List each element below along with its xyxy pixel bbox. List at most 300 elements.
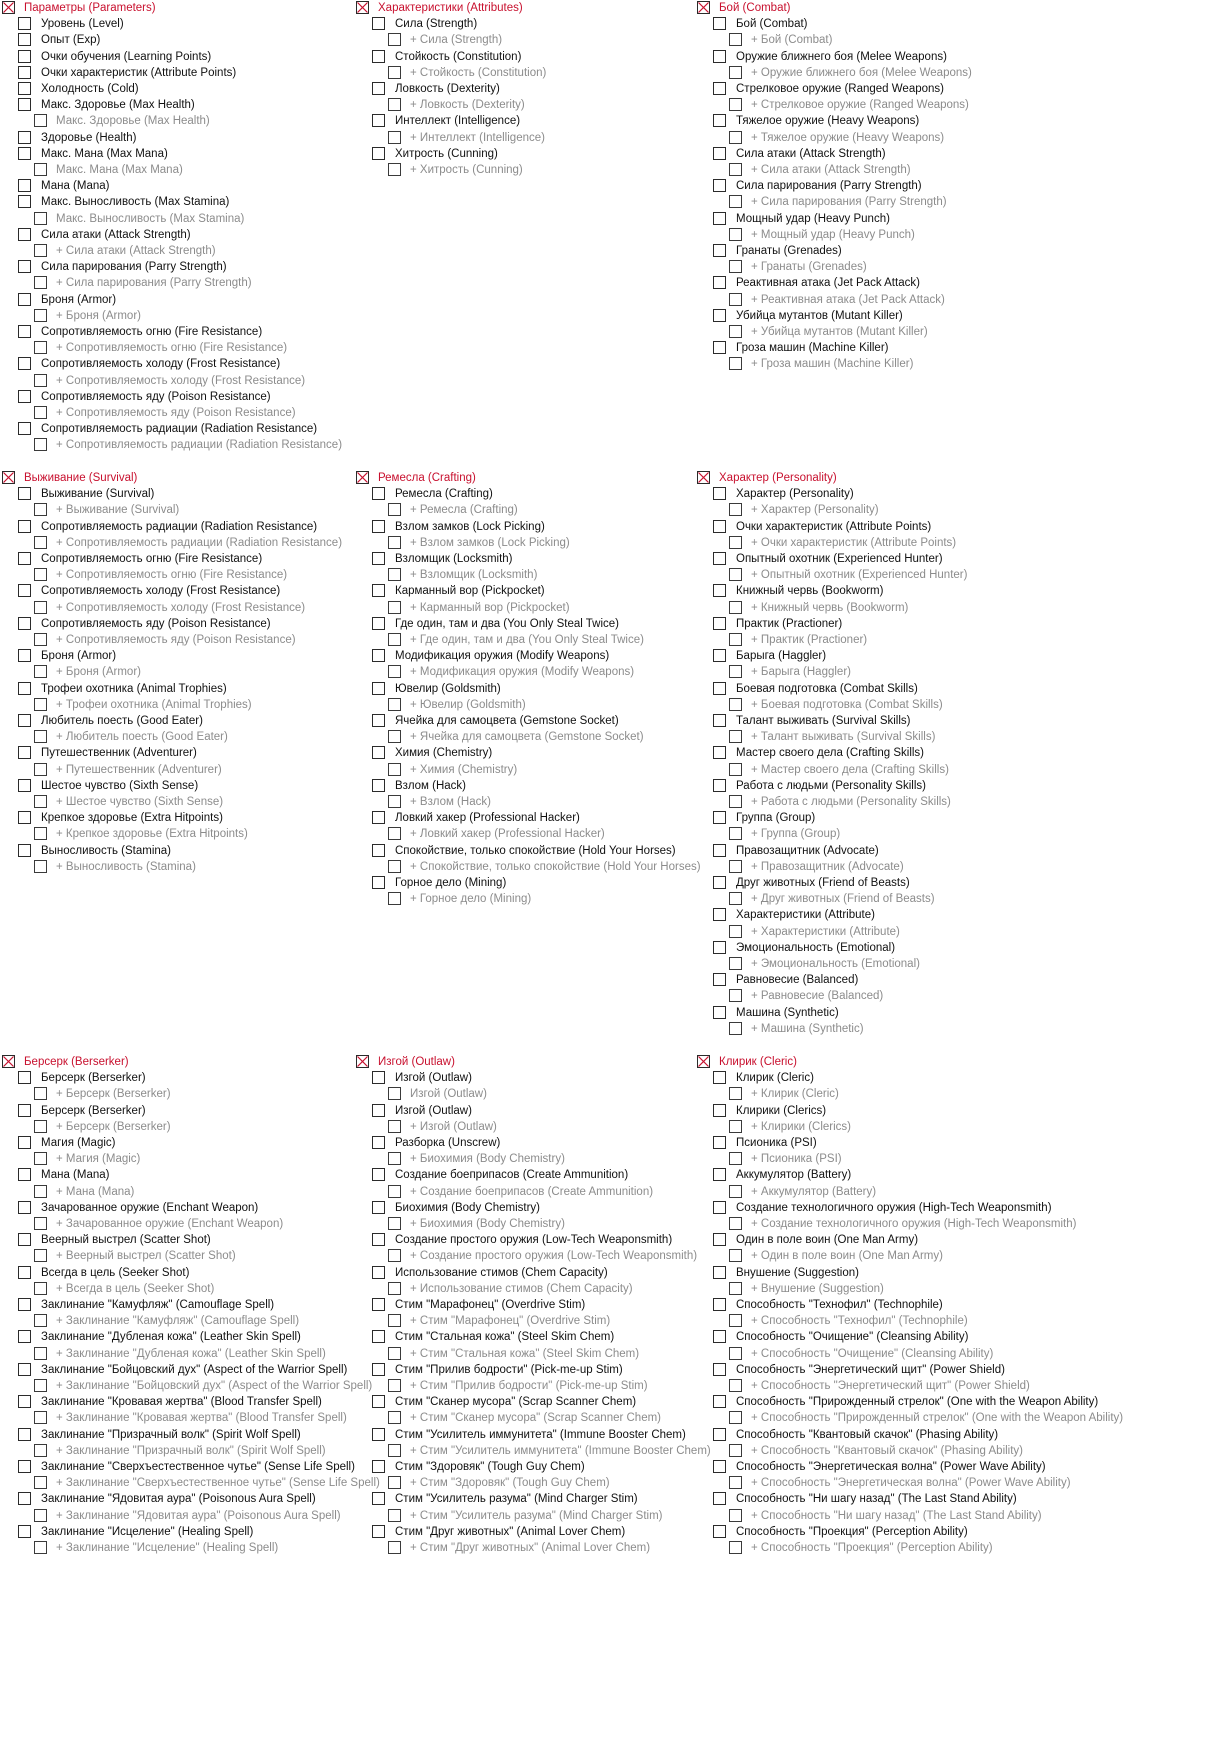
empty-checkbox-icon[interactable] [713,179,726,192]
empty-checkbox-icon[interactable] [372,811,385,824]
empty-checkbox-icon[interactable] [729,1152,742,1165]
empty-checkbox-icon[interactable] [388,1217,401,1230]
option-checkbox-label: Бой (Combat) [736,18,808,30]
empty-checkbox-icon[interactable] [34,1476,47,1489]
checked-cross-icon[interactable] [697,1,710,14]
empty-checkbox-icon[interactable] [713,1104,726,1117]
empty-checkbox-icon[interactable] [34,438,47,451]
option-checkbox-label: Тяжелое оружие (Heavy Weapons) [736,115,920,127]
empty-checkbox-icon[interactable] [34,1411,47,1424]
empty-checkbox-icon[interactable] [372,114,385,127]
empty-checkbox-icon[interactable] [713,779,726,792]
empty-checkbox-icon[interactable] [729,1509,742,1522]
empty-checkbox-icon[interactable] [713,1136,726,1149]
empty-checkbox-icon[interactable] [713,1428,726,1441]
empty-checkbox-icon[interactable] [388,633,401,646]
empty-checkbox-icon[interactable] [729,1282,742,1295]
group-header-checkbox-label: Бой (Combat) [719,2,791,14]
empty-checkbox-icon[interactable] [729,601,742,614]
empty-checkbox-icon[interactable] [34,244,47,257]
empty-checkbox-icon[interactable] [729,1476,742,1489]
option-checkbox-label: Броня (Armor) [41,294,117,306]
empty-checkbox-icon[interactable] [713,1071,726,1084]
empty-checkbox-icon[interactable] [18,552,31,565]
empty-checkbox-icon[interactable] [18,520,31,533]
empty-checkbox-icon[interactable] [372,1104,385,1117]
empty-checkbox-icon[interactable] [18,1428,31,1441]
empty-checkbox-icon[interactable] [729,1217,742,1230]
empty-checkbox-icon[interactable] [713,1363,726,1376]
empty-checkbox-icon[interactable] [729,1541,742,1554]
empty-checkbox-icon[interactable] [18,390,31,403]
empty-checkbox-icon[interactable] [713,1201,726,1214]
empty-checkbox-icon[interactable] [18,1136,31,1149]
sub-option-checkbox-label: + Берсерк (Berserker) [56,1121,171,1133]
empty-checkbox-icon[interactable] [388,1185,401,1198]
option-checkbox-label: Создание боеприпасов (Create Ammunition) [395,1169,629,1181]
empty-checkbox-icon[interactable] [18,50,31,63]
empty-checkbox-icon[interactable] [34,1217,47,1230]
empty-checkbox-icon[interactable] [713,876,726,889]
empty-checkbox-icon[interactable] [729,33,742,46]
option-checkbox-label: Опыт (Exp) [41,34,101,46]
empty-checkbox-icon[interactable] [388,1314,401,1327]
empty-checkbox-icon[interactable] [713,811,726,824]
empty-checkbox-icon[interactable] [34,536,47,549]
empty-checkbox-icon[interactable] [713,682,726,695]
empty-checkbox-icon[interactable] [34,1541,47,1554]
empty-checkbox-icon[interactable] [388,698,401,711]
empty-checkbox-icon[interactable] [713,82,726,95]
empty-checkbox-icon[interactable] [713,1460,726,1473]
empty-checkbox-icon[interactable] [729,665,742,678]
empty-checkbox-icon[interactable] [713,341,726,354]
empty-checkbox-icon[interactable] [372,746,385,759]
empty-checkbox-icon[interactable] [388,665,401,678]
empty-checkbox-icon[interactable] [388,1509,401,1522]
empty-checkbox-icon[interactable] [729,860,742,873]
group-header-checkbox-label: Характеристики (Attributes) [378,2,523,14]
empty-checkbox-icon[interactable] [18,33,31,46]
option-checkbox-label: Макс. Здоровье (Max Health) [41,99,195,111]
sub-option-checkbox-label: + Тяжелое оружие (Heavy Weapons) [751,132,945,144]
empty-checkbox-icon[interactable] [729,1347,742,1360]
empty-checkbox-icon[interactable] [372,1460,385,1473]
empty-checkbox-icon[interactable] [18,1363,31,1376]
empty-checkbox-icon[interactable] [713,649,726,662]
empty-checkbox-icon[interactable] [388,1444,401,1457]
empty-checkbox-icon[interactable] [372,1428,385,1441]
empty-checkbox-icon[interactable] [34,1444,47,1457]
empty-checkbox-icon[interactable] [34,1152,47,1165]
checked-cross-icon[interactable] [697,471,710,484]
empty-checkbox-icon[interactable] [372,779,385,792]
empty-checkbox-icon[interactable] [388,1541,401,1554]
empty-checkbox-icon[interactable] [729,66,742,79]
empty-checkbox-icon[interactable] [713,212,726,225]
sub-option-checkbox-label: + Сопротивляемость огню (Fire Resistance) [56,342,288,354]
option-checkbox-label: Мощный удар (Heavy Punch) [736,213,890,225]
empty-checkbox-icon[interactable] [34,1347,47,1360]
empty-checkbox-icon[interactable] [388,1087,401,1100]
option-checkbox-label: Машина (Synthetic) [736,1007,839,1019]
option-checkbox-label: Стрелковое оружие (Ranged Weapons) [736,83,944,95]
empty-checkbox-icon[interactable] [729,989,742,1002]
empty-checkbox-icon[interactable] [372,147,385,160]
empty-checkbox-icon[interactable] [713,973,726,986]
empty-checkbox-icon[interactable] [18,649,31,662]
empty-checkbox-icon[interactable] [372,682,385,695]
empty-checkbox-icon[interactable] [372,1266,385,1279]
empty-checkbox-icon[interactable] [729,325,742,338]
empty-checkbox-icon[interactable] [18,1201,31,1214]
group-header-checkbox-label: Клирик (Cleric) [719,1056,797,1068]
empty-checkbox-icon[interactable] [18,779,31,792]
empty-checkbox-icon[interactable] [372,487,385,500]
empty-checkbox-icon[interactable] [372,50,385,63]
empty-checkbox-icon[interactable] [34,1120,47,1133]
empty-checkbox-icon[interactable] [713,1525,726,1538]
empty-checkbox-icon[interactable] [729,228,742,241]
empty-checkbox-icon[interactable] [713,617,726,630]
empty-checkbox-icon[interactable] [729,1444,742,1457]
empty-checkbox-icon[interactable] [372,1071,385,1084]
empty-checkbox-icon[interactable] [18,66,31,79]
checked-cross-icon[interactable] [356,1055,369,1068]
sub-option-checkbox-label: + Использование стимов (Chem Capacity) [410,1283,633,1295]
option-checkbox-label: Макс. Мана (Max Mana) [41,148,168,160]
empty-checkbox-icon[interactable] [372,1298,385,1311]
empty-checkbox-icon[interactable] [34,276,47,289]
empty-checkbox-icon[interactable] [372,552,385,565]
option-checkbox-label: Заклинание "Кровавая жертва" (Blood Transfer Spell) [41,1396,322,1408]
empty-checkbox-icon[interactable] [713,17,726,30]
empty-checkbox-icon[interactable] [18,811,31,824]
option-checkbox-label: Барыга (Haggler) [736,650,827,662]
empty-checkbox-icon[interactable] [713,520,726,533]
option-checkbox-label: Сила атаки (Attack Strength) [736,148,886,160]
empty-checkbox-icon[interactable] [388,827,401,840]
empty-checkbox-icon[interactable] [34,1314,47,1327]
sub-option-checkbox-label: + Стим "Прилив бодрости" (Pick-me-up Stim) [410,1380,648,1392]
empty-checkbox-icon[interactable] [34,406,47,419]
sub-option-checkbox-label: + Ловкий хакер (Professional Hacker) [410,828,605,840]
empty-checkbox-icon[interactable] [18,487,31,500]
option-checkbox-label: Сопротивляемость холоду (Frost Resistance) [41,358,281,370]
empty-checkbox-icon[interactable] [713,114,726,127]
empty-checkbox-icon[interactable] [713,1395,726,1408]
option-checkbox-label: Заклинание "Ядовитая аура" (Poisonous Aura Spell) [41,1493,316,1505]
empty-checkbox-icon[interactable] [34,374,47,387]
empty-checkbox-icon[interactable] [713,309,726,322]
checked-cross-icon[interactable] [2,1,15,14]
checked-cross-icon[interactable] [2,1055,15,1068]
empty-checkbox-icon[interactable] [729,260,742,273]
empty-checkbox-icon[interactable] [372,17,385,30]
empty-checkbox-icon[interactable] [388,1476,401,1489]
empty-checkbox-icon[interactable] [388,1411,401,1424]
empty-checkbox-icon[interactable] [372,844,385,857]
empty-checkbox-icon[interactable] [388,730,401,743]
empty-checkbox-icon[interactable] [713,1492,726,1505]
checked-cross-icon[interactable] [2,471,15,484]
empty-checkbox-icon[interactable] [18,357,31,370]
empty-checkbox-icon[interactable] [18,260,31,273]
empty-checkbox-icon[interactable] [34,568,47,581]
checked-cross-icon[interactable] [356,1,369,14]
empty-checkbox-icon[interactable] [18,82,31,95]
empty-checkbox-icon[interactable] [18,179,31,192]
empty-checkbox-icon[interactable] [729,568,742,581]
empty-checkbox-icon[interactable] [388,763,401,776]
empty-checkbox-icon[interactable] [372,1492,385,1505]
empty-checkbox-icon[interactable] [713,584,726,597]
empty-checkbox-icon[interactable] [372,714,385,727]
empty-checkbox-icon[interactable] [729,1087,742,1100]
empty-checkbox-icon[interactable] [729,293,742,306]
empty-checkbox-icon[interactable] [372,1363,385,1376]
empty-checkbox-icon[interactable] [729,763,742,776]
empty-checkbox-icon[interactable] [729,98,742,111]
empty-checkbox-icon[interactable] [729,357,742,370]
empty-checkbox-icon[interactable] [388,98,401,111]
empty-checkbox-icon[interactable] [372,82,385,95]
option-checkbox-label: Взломщик (Locksmith) [395,553,513,565]
empty-checkbox-icon[interactable] [729,892,742,905]
empty-checkbox-icon[interactable] [388,1152,401,1165]
sub-option-checkbox-label: + Стим "Сканер мусора" (Scrap Scanner Chem) [410,1412,662,1424]
empty-checkbox-icon[interactable] [34,341,47,354]
empty-checkbox-icon[interactable] [729,730,742,743]
empty-checkbox-icon[interactable] [388,1249,401,1262]
empty-checkbox-icon[interactable] [18,1168,31,1181]
empty-checkbox-icon[interactable] [713,147,726,160]
empty-checkbox-icon[interactable] [729,633,742,646]
option-checkbox-label: Мастер своего дела (Crafting Skills) [736,747,925,759]
empty-checkbox-icon[interactable] [34,1509,47,1522]
empty-checkbox-icon[interactable] [388,860,401,873]
option-checkbox-label: Шестое чувство (Sixth Sense) [41,780,199,792]
empty-checkbox-icon[interactable] [18,714,31,727]
empty-checkbox-icon[interactable] [34,698,47,711]
empty-checkbox-icon[interactable] [18,422,31,435]
empty-checkbox-icon[interactable] [388,163,401,176]
option-checkbox-label: Биохимия (Body Chemistry) [395,1202,540,1214]
empty-checkbox-icon[interactable] [18,617,31,630]
empty-checkbox-icon[interactable] [372,649,385,662]
empty-checkbox-icon[interactable] [729,1022,742,1035]
empty-checkbox-icon[interactable] [388,568,401,581]
empty-checkbox-icon[interactable] [729,1120,742,1133]
option-checkbox-label: Стим "Марафонец" (Overdrive Stim) [395,1299,586,1311]
empty-checkbox-icon[interactable] [18,1395,31,1408]
sub-option-checkbox-label: + Взлом (Hack) [410,796,491,808]
option-checkbox-label: Способность "Технофил" (Technophile) [736,1299,943,1311]
empty-checkbox-icon[interactable] [34,730,47,743]
empty-checkbox-icon[interactable] [18,1071,31,1084]
empty-checkbox-icon[interactable] [34,1087,47,1100]
empty-checkbox-icon[interactable] [372,1136,385,1149]
empty-checkbox-icon[interactable] [34,633,47,646]
empty-checkbox-icon[interactable] [34,212,47,225]
empty-checkbox-icon[interactable] [388,795,401,808]
empty-checkbox-icon[interactable] [34,860,47,873]
empty-checkbox-icon[interactable] [713,1298,726,1311]
sub-option-checkbox-label: + Взлом замков (Lock Picking) [410,537,570,549]
option-checkbox-label: Стойкость (Constitution) [395,51,522,63]
empty-checkbox-icon[interactable] [34,114,47,127]
sub-option-checkbox-label: + Сила парирования (Parry Strength) [751,196,947,208]
empty-checkbox-icon[interactable] [729,1379,742,1392]
option-checkbox-label: Аккумулятор (Battery) [736,1169,852,1181]
empty-checkbox-icon[interactable] [388,131,401,144]
empty-checkbox-icon[interactable] [372,1525,385,1538]
empty-checkbox-icon[interactable] [372,1168,385,1181]
empty-checkbox-icon[interactable] [18,1330,31,1343]
empty-checkbox-icon[interactable] [34,503,47,516]
empty-checkbox-icon[interactable] [713,1330,726,1343]
empty-checkbox-icon[interactable] [372,617,385,630]
sub-option-checkbox-label: + Аккумулятор (Battery) [751,1186,877,1198]
empty-checkbox-icon[interactable] [18,1492,31,1505]
empty-checkbox-icon[interactable] [713,1168,726,1181]
empty-checkbox-icon[interactable] [18,325,31,338]
empty-checkbox-icon[interactable] [18,17,31,30]
empty-checkbox-icon[interactable] [18,228,31,241]
option-checkbox-label: Трофеи охотника (Animal Trophies) [41,683,227,695]
option-checkbox-label: Ячейка для самоцвета (Gemstone Socket) [395,715,619,727]
empty-checkbox-icon[interactable] [729,925,742,938]
empty-checkbox-icon[interactable] [713,50,726,63]
empty-checkbox-icon[interactable] [713,1266,726,1279]
empty-checkbox-icon[interactable] [388,1120,401,1133]
empty-checkbox-icon[interactable] [713,714,726,727]
empty-checkbox-icon[interactable] [18,195,31,208]
empty-checkbox-icon[interactable] [729,503,742,516]
empty-checkbox-icon[interactable] [34,1282,47,1295]
option-checkbox-label: Убийца мутантов (Mutant Killer) [736,310,903,322]
empty-checkbox-icon[interactable] [34,795,47,808]
empty-checkbox-icon[interactable] [18,1298,31,1311]
empty-checkbox-icon[interactable] [388,536,401,549]
empty-checkbox-icon[interactable] [729,163,742,176]
group-header-checkbox-label: Параметры (Parameters) [24,2,156,14]
empty-checkbox-icon[interactable] [388,503,401,516]
option-checkbox-label: Ремесла (Crafting) [395,488,493,500]
empty-checkbox-icon[interactable] [729,1411,742,1424]
empty-checkbox-icon[interactable] [34,1249,47,1262]
empty-checkbox-icon[interactable] [18,98,31,111]
empty-checkbox-icon[interactable] [18,1233,31,1246]
option-checkbox-label: Характеристики (Attribute) [736,909,875,921]
empty-checkbox-icon[interactable] [713,487,726,500]
empty-checkbox-icon[interactable] [18,682,31,695]
sub-option-checkbox-label: + Способность "Прирожденный стрелок" (One with the Weapon Ability) [751,1412,1124,1424]
empty-checkbox-icon[interactable] [729,698,742,711]
empty-checkbox-icon[interactable] [372,1395,385,1408]
sub-option-checkbox-label: + Способность "Энергетический щит" (Power Shield) [751,1380,1030,1392]
checked-cross-icon[interactable] [356,471,369,484]
empty-checkbox-icon[interactable] [729,795,742,808]
empty-checkbox-icon[interactable] [34,601,47,614]
empty-checkbox-icon[interactable] [372,876,385,889]
empty-checkbox-icon[interactable] [18,1525,31,1538]
empty-checkbox-icon[interactable] [388,1379,401,1392]
empty-checkbox-icon[interactable] [713,244,726,257]
empty-checkbox-icon[interactable] [18,1104,31,1117]
empty-checkbox-icon[interactable] [388,601,401,614]
sub-option-checkbox-label: + Путешественник (Adventurer) [56,764,222,776]
sub-option-checkbox-label: + Способность "Технофил" (Technophile) [751,1315,968,1327]
empty-checkbox-icon[interactable] [18,147,31,160]
empty-checkbox-icon[interactable] [713,746,726,759]
empty-checkbox-icon[interactable] [388,1282,401,1295]
empty-checkbox-icon[interactable] [34,1379,47,1392]
empty-checkbox-icon[interactable] [18,1266,31,1279]
sub-option-checkbox-label: + Гранаты (Grenades) [751,261,867,273]
empty-checkbox-icon[interactable] [372,1233,385,1246]
option-checkbox-label: Выживание (Survival) [41,488,155,500]
empty-checkbox-icon[interactable] [713,1233,726,1246]
empty-checkbox-icon[interactable] [729,536,742,549]
empty-checkbox-icon[interactable] [729,1314,742,1327]
empty-checkbox-icon[interactable] [713,941,726,954]
empty-checkbox-icon[interactable] [34,1185,47,1198]
option-checkbox-label: Сопротивляемость яду (Poison Resistance) [41,618,271,630]
empty-checkbox-icon[interactable] [729,1249,742,1262]
empty-checkbox-icon[interactable] [729,1185,742,1198]
empty-checkbox-icon[interactable] [729,195,742,208]
empty-checkbox-icon[interactable] [18,844,31,857]
empty-checkbox-icon[interactable] [372,584,385,597]
empty-checkbox-icon[interactable] [18,584,31,597]
empty-checkbox-icon[interactable] [388,1347,401,1360]
sub-option-checkbox-label: + Стим "Марафонец" (Overdrive Stim) [410,1315,611,1327]
empty-checkbox-icon[interactable] [713,276,726,289]
empty-checkbox-icon[interactable] [729,131,742,144]
empty-checkbox-icon[interactable] [34,665,47,678]
empty-checkbox-icon[interactable] [34,309,47,322]
empty-checkbox-icon[interactable] [372,1330,385,1343]
sub-option-checkbox-label: + Мощный удар (Heavy Punch) [751,229,915,241]
empty-checkbox-icon[interactable] [34,763,47,776]
empty-checkbox-icon[interactable] [713,844,726,857]
empty-checkbox-icon[interactable] [713,552,726,565]
empty-checkbox-icon[interactable] [18,131,31,144]
sub-option-checkbox-label: + Спокойствие, только спокойствие (Hold Your Horses) [410,861,701,873]
empty-checkbox-icon[interactable] [388,33,401,46]
option-checkbox-label: Ловкий хакер (Professional Hacker) [395,812,580,824]
empty-checkbox-icon[interactable] [18,293,31,306]
empty-checkbox-icon[interactable] [372,520,385,533]
empty-checkbox-icon[interactable] [18,746,31,759]
empty-checkbox-icon[interactable] [729,827,742,840]
option-checkbox-label: Всегда в цель (Seeker Shot) [41,1267,190,1279]
empty-checkbox-icon[interactable] [388,66,401,79]
checked-cross-icon[interactable] [697,1055,710,1068]
empty-checkbox-icon[interactable] [388,892,401,905]
option-checkbox-label: Создание технологичного оружия (High-Tech Weaponsmith) [736,1202,1052,1214]
empty-checkbox-icon[interactable] [713,908,726,921]
empty-checkbox-icon[interactable] [34,163,47,176]
empty-checkbox-icon[interactable] [372,1201,385,1214]
empty-checkbox-icon[interactable] [713,1006,726,1019]
sub-option-checkbox-label: + Характер (Personality) [751,504,879,516]
empty-checkbox-icon[interactable] [34,827,47,840]
sub-option-checkbox-label: + Ловкость (Dexterity) [410,99,525,111]
empty-checkbox-icon[interactable] [729,957,742,970]
empty-checkbox-icon[interactable] [18,1460,31,1473]
